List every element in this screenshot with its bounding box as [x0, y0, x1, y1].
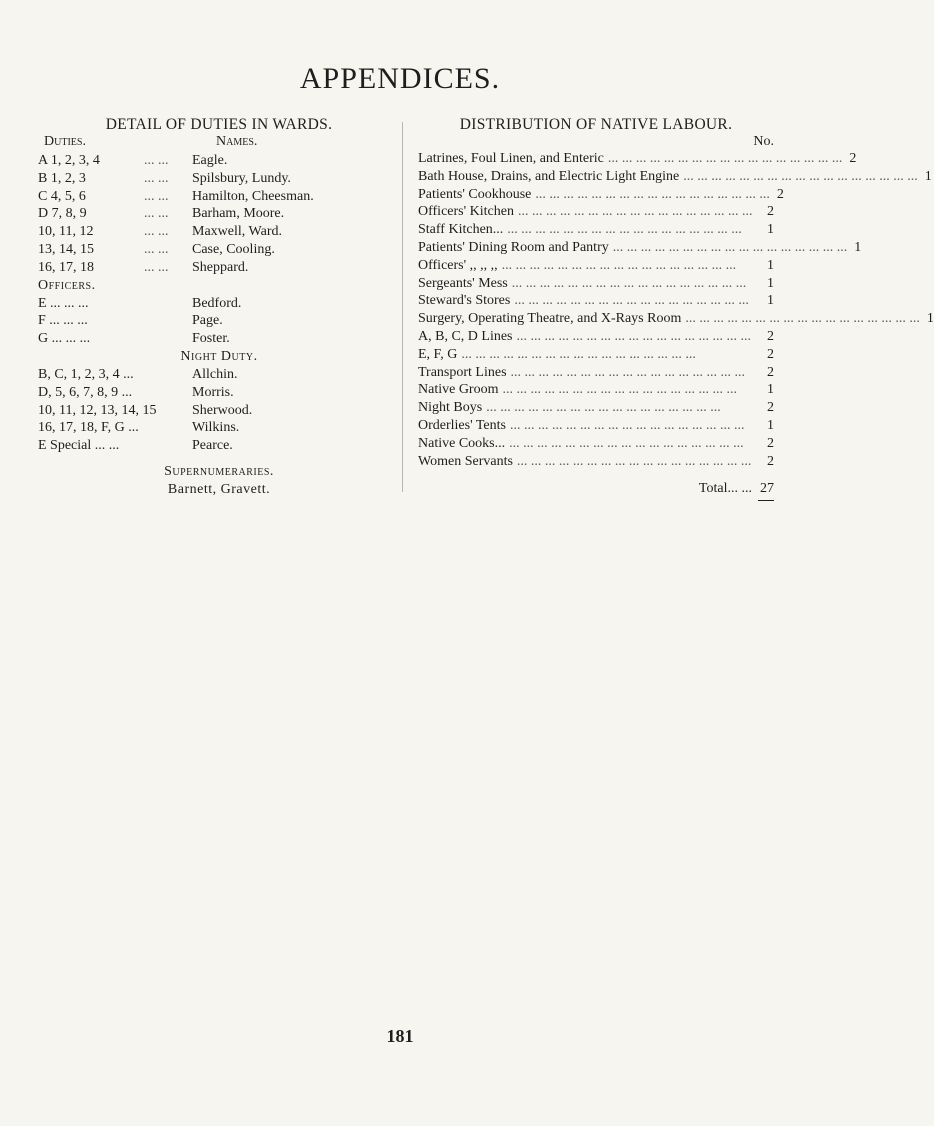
- labour-label: A, B, C, D Lines: [418, 328, 513, 344]
- dot-leader: ... ...: [144, 259, 169, 275]
- dot-leader: ... ... ... ... ... ... ... ... ... ... ... ... ... ... ... ... ...: [510, 364, 746, 380]
- names-cell: Page.: [192, 313, 223, 329]
- labour-row: [418, 453, 774, 471]
- names-cell: Eagle.: [192, 153, 228, 168]
- labour-row: [418, 417, 774, 435]
- duty-cell: 10, 11, 12: [38, 224, 94, 240]
- duties-column-headers: [38, 134, 400, 152]
- labour-row: [418, 399, 774, 417]
- labour-label: Surgery, Operating Theatre, and X-Rays Room: [418, 311, 682, 327]
- labour-row: [418, 364, 774, 382]
- names-cell: Bedford.: [192, 295, 242, 311]
- labour-count: 1: [767, 293, 774, 309]
- labour-row: [418, 310, 934, 328]
- labour-count: 2: [767, 400, 774, 416]
- names-cell: Foster.: [192, 331, 230, 347]
- dot-leader: ... ...: [144, 241, 169, 257]
- labour-label: Patients' Dining Room and Pantry: [418, 239, 609, 255]
- duty-row: [38, 223, 400, 241]
- labour-count: 1: [924, 168, 932, 184]
- labour-count: 2: [767, 204, 774, 220]
- labour-label: Native Groom: [418, 382, 499, 398]
- duty-cell: C 4, 5, 6: [38, 188, 86, 204]
- duty-row: [38, 366, 400, 384]
- dot-leader: ... ... ... ... ... ... ... ... ... ... ... ... ... ... ... ... ...: [507, 222, 742, 238]
- dot-leader: ... ... ... ... ... ... ... ... ... ... ... ... ... ... ... ... ...: [461, 346, 696, 362]
- labour-count: 1: [767, 257, 774, 273]
- dot-leader: ... ... ... ... ... ... ... ... ... ... ... ... ... ... ... ... ...: [501, 257, 737, 273]
- names-cell: Wilkins.: [192, 420, 240, 436]
- duty-row: [38, 330, 400, 348]
- duty-cell: F ... ... ...: [38, 313, 88, 329]
- duty-row: [38, 188, 400, 206]
- names-cell: Sheppard.: [192, 259, 249, 275]
- duty-row: [38, 241, 400, 259]
- labour-label: Patients' Cookhouse: [418, 186, 532, 202]
- labour-row: [418, 346, 774, 364]
- labour-count: 2: [767, 453, 774, 469]
- dot-leader: ... ...: [144, 206, 169, 222]
- duty-row: [38, 437, 400, 455]
- labour-count: 2: [767, 435, 774, 451]
- duty-row: [38, 402, 400, 420]
- labour-label: Bath House, Drains, and Electric Light Engine: [418, 168, 680, 184]
- dot-leader: ... ... ... ... ... ... ... ... ... ... ... ... ... ... ... ... ...: [511, 275, 747, 291]
- duties-list: [38, 152, 400, 277]
- labour-count: 2: [776, 186, 784, 202]
- duty-row: [38, 295, 400, 313]
- page-title: APPENDICES.: [299, 62, 501, 95]
- dot-leader: ... ... ... ... ... ... ... ... ... ... ... ... ... ... ... ... ...: [516, 453, 752, 469]
- duty-cell: 13, 14, 15: [38, 241, 94, 257]
- dot-leader: ... ... ... ... ... ... ... ... ... ... ... ... ... ... ... ... ...: [510, 417, 745, 433]
- names-cell: Morris.: [192, 384, 234, 400]
- labour-label: Officers' ,, ,, ,,: [418, 257, 498, 273]
- total-label: Total... ...: [698, 481, 752, 497]
- duty-cell: 16, 17, 18, F, G ...: [38, 420, 139, 436]
- labour-count: 2: [767, 328, 774, 344]
- supernumeraries-heading: Supernumeraries.: [164, 463, 274, 479]
- duty-cell: E Special ... ...: [38, 438, 120, 454]
- duty-cell: A 1, 2, 3, 4: [38, 153, 100, 168]
- duty-row: [38, 419, 400, 437]
- names-cell: Pearce.: [192, 438, 233, 454]
- duty-cell: G ... ... ...: [38, 331, 91, 347]
- duty-row: [38, 205, 400, 223]
- total-rule: [418, 498, 774, 504]
- labour-label: E, F, G: [418, 346, 458, 362]
- dot-leader: ... ...: [144, 153, 169, 168]
- labour-count: 2: [767, 346, 774, 362]
- labour-label: Staff Kitchen...: [418, 222, 504, 238]
- labour-label: Native Cooks...: [418, 435, 506, 451]
- labour-count: 2: [849, 151, 857, 166]
- duty-cell: 16, 17, 18: [38, 259, 94, 275]
- names-cell: Case, Cooling.: [192, 241, 275, 257]
- labour-row: [418, 221, 774, 239]
- page-number: 181: [386, 1026, 414, 1046]
- native-labour-heading: DISTRIBUTION OF NATIVE LABOUR.: [459, 116, 733, 133]
- duty-cell: B 1, 2, 3: [38, 170, 86, 186]
- dot-leader: ... ... ... ... ... ... ... ... ... ... ... ... ... ... ... ... ...: [516, 328, 751, 344]
- duty-cell: 10, 11, 12, 13, 14, 15: [38, 402, 157, 418]
- duties-column-header: Duties.: [44, 134, 86, 149]
- dot-leader: ... ...: [144, 224, 169, 240]
- dot-leader: ... ... ... ... ... ... ... ... ... ... ... ... ... ... ... ... ...: [502, 382, 737, 398]
- labour-label: Steward's Stores: [418, 293, 511, 309]
- labour-label: Latrines, Foul Linen, and Enteric: [418, 151, 604, 166]
- labour-count: 2: [767, 364, 774, 380]
- dot-leader: ... ... ... ... ... ... ... ... ... ... ... ... ... ... ... ... ...: [509, 435, 744, 451]
- labour-row: [418, 292, 774, 310]
- dot-leader: ... ... ... ... ... ... ... ... ... ... ... ... ... ... ... ... ...: [517, 204, 753, 220]
- dot-leader: ... ... ... ... ... ... ... ... ... ... ... ... ... ... ... ... ...: [514, 293, 749, 309]
- labour-row: [418, 257, 774, 275]
- duty-cell: B, C, 1, 2, 3, 4 ...: [38, 366, 134, 382]
- labour-row: [418, 435, 774, 453]
- duty-cell: D, 5, 6, 7, 8, 9 ...: [38, 384, 133, 400]
- dot-leader: ... ...: [144, 188, 169, 204]
- total-value: 27: [760, 481, 774, 497]
- labour-row: [418, 186, 784, 204]
- names-column-header: Names.: [216, 134, 258, 149]
- duty-row: [38, 312, 400, 330]
- names-cell: Sherwood.: [192, 402, 253, 418]
- labour-label: Sergeants' Mess: [418, 275, 508, 291]
- native-labour-section: [418, 116, 934, 504]
- labour-row: [418, 328, 774, 346]
- names-cell: Hamilton, Cheesman.: [192, 188, 314, 204]
- night-duty-heading: Night Duty.: [180, 348, 258, 364]
- names-cell: Allchin.: [192, 366, 238, 382]
- dot-leader: ... ...: [144, 170, 169, 186]
- labour-row: [418, 168, 932, 186]
- labour-count: 1: [854, 239, 862, 255]
- names-cell: Spilsbury, Lundy.: [192, 170, 291, 186]
- labour-label: Transport Lines: [418, 364, 507, 380]
- duties-section: [38, 116, 400, 499]
- supernumeraries-names: Barnett, Gravett.: [167, 481, 271, 497]
- labour-count: 1: [767, 417, 774, 433]
- duty-row: [38, 170, 400, 188]
- labour-label: Orderlies' Tents: [418, 417, 506, 433]
- dot-leader: ... ... ... ... ... ... ... ... ... ... ... ... ... ... ... ... ...: [683, 168, 918, 184]
- duty-row: [38, 152, 400, 170]
- dot-leader: ... ... ... ... ... ... ... ... ... ... ... ... ... ... ... ... ...: [612, 239, 848, 255]
- names-cell: Barham, Moore.: [192, 206, 285, 222]
- duties-heading: DETAIL OF DUTIES IN WARDS.: [105, 116, 333, 133]
- labour-label: Officers' Kitchen: [418, 204, 514, 220]
- names-cell: Maxwell, Ward.: [192, 224, 282, 240]
- dot-leader: ... ... ... ... ... ... ... ... ... ... ... ... ... ... ... ... ...: [535, 186, 770, 202]
- labour-count: 1: [767, 275, 774, 291]
- labour-list: [418, 150, 934, 470]
- labour-row: [418, 381, 774, 399]
- duty-row: [38, 384, 400, 402]
- labour-label: Women Servants: [418, 453, 513, 469]
- labour-count: 1: [767, 222, 774, 238]
- labour-row: [418, 150, 857, 168]
- dot-leader: ... ... ... ... ... ... ... ... ... ... ... ... ... ... ... ... ...: [685, 311, 920, 327]
- officers-heading: Officers.: [38, 277, 96, 293]
- night-duty-list: [38, 366, 400, 455]
- number-column-header: No.: [753, 134, 774, 149]
- officers-list: [38, 295, 400, 348]
- labour-row: [418, 239, 862, 257]
- labour-count: 1: [926, 311, 934, 327]
- labour-label: Night Boys: [418, 400, 483, 416]
- duty-cell: D 7, 8, 9: [38, 206, 87, 222]
- duty-cell: E ... ... ...: [38, 295, 89, 311]
- labour-row: [418, 275, 774, 293]
- labour-row: [418, 203, 774, 221]
- duty-row: [38, 259, 400, 277]
- column-divider: [402, 122, 403, 492]
- total-row: [418, 480, 774, 498]
- labour-count: 1: [767, 382, 774, 398]
- dot-leader: ... ... ... ... ... ... ... ... ... ... ... ... ... ... ... ... ...: [607, 151, 843, 166]
- dot-leader: ... ... ... ... ... ... ... ... ... ... ... ... ... ... ... ... ...: [486, 400, 721, 416]
